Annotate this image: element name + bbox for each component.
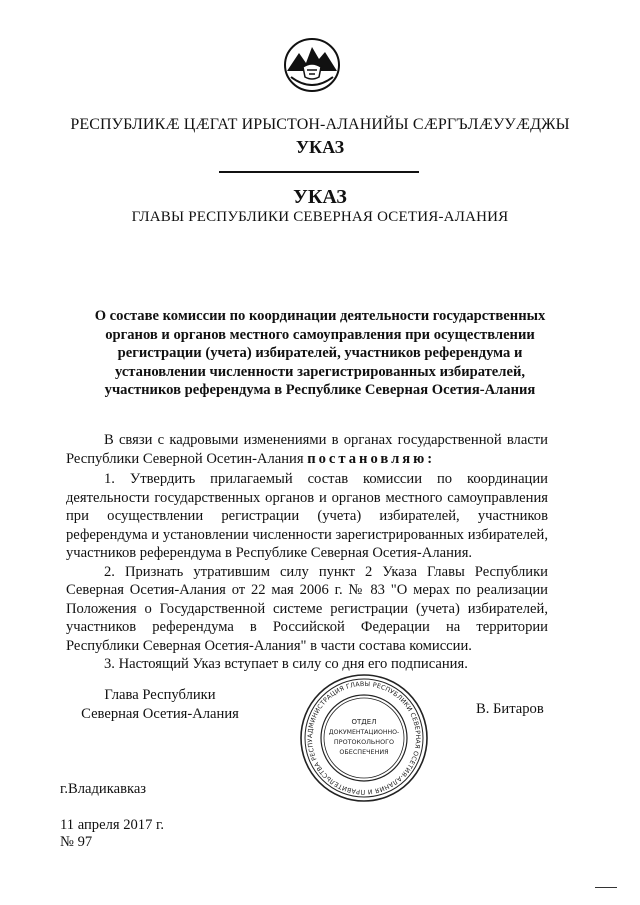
position-line: Северная Осетия-Алания bbox=[81, 705, 239, 722]
title-line: регистрации (учета) избирателей, участников референдума и bbox=[117, 345, 523, 361]
decree-number: № 97 bbox=[60, 834, 93, 850]
decree-issuer-subtitle: ГЛАВЫ РЕСПУБЛИКИ СЕВЕРНАЯ ОСЕТИЯ-АЛАНИЯ bbox=[131, 209, 509, 225]
republic-header-ossetian: РЕСПУБЛИКӔ ЦӔГАТ ИРЫСТОН-АЛАНИЙЫ СӔРГЪЛӔУУӔДЖЫ bbox=[70, 116, 570, 133]
title-line: установлении численности зарегистрированных избирателей, bbox=[114, 363, 526, 380]
title-line: участников референдума в Республике Северная Осетия-Алания bbox=[104, 382, 536, 398]
decree-word: постановляю: bbox=[307, 450, 436, 467]
preamble-text: В связи с кадровыми изменениями в органах государственной власти Республики Северной Осетин-Алания bbox=[66, 432, 548, 467]
paragraph-1: 1. Утвердить прилагаемый состав комиссии по координации деятельности государственных органов и органов местного самоуправления при осуществлении регистрации (учета) избирателей, участников референдума и установлении численности зарегистрированных избирателей, участников референдума в Республике Северная Осетия-Алания. bbox=[66, 471, 548, 561]
decree-title bbox=[60, 307, 580, 400]
official-seal bbox=[298, 672, 430, 804]
seal-ring-text: АДМИНИСТРАЦИЯ ГЛАВЫ РЕСПУБЛИКИ СЕВЕРНАЯ ОСЕТИЯ-АЛАНИЯ И ПРАВИТЕЛЬСТВА РЕСПУ bbox=[306, 680, 422, 796]
page-corner-mark bbox=[595, 887, 617, 888]
title-line: органов и органов местного самоуправления при осуществлении bbox=[105, 326, 535, 343]
decree-date: 11 апреля 2017 г. bbox=[60, 817, 165, 833]
seal-center-line: ОТДЕЛ bbox=[351, 718, 377, 726]
seal-center-line: ПРОТОКОЛЬНОГО bbox=[333, 738, 395, 746]
signatory-position bbox=[70, 686, 250, 723]
seal-center-line: ДОКУМЕНТАЦИОННО- bbox=[328, 729, 400, 736]
paragraph-2: 2. Признать утратившим силу пункт 2 Указа Главы Республики Северная Осетия-Алания от 22 мая 2006 г. № 83 "О мерах по реализации Положения о Государственной системе регистрации (учета) избирателей, участников референдума в Российской Федерации на территории Республики Северная Осетия-Алания" в части состава комиссии. bbox=[66, 563, 548, 654]
coat-of-arms-emblem bbox=[283, 37, 341, 93]
paragraph-3: 3. Настоящий Указ вступает в силу со дня его подписания. bbox=[104, 656, 468, 672]
ukaz-heading: УКАЗ bbox=[293, 186, 347, 208]
ukaz-heading-ossetian: УКАЗ bbox=[295, 137, 345, 157]
place-of-signing: г.Владикавказ bbox=[60, 781, 147, 797]
decree-body bbox=[66, 460, 548, 674]
header-divider bbox=[219, 171, 419, 173]
signatory-name: В. Битаров bbox=[476, 701, 544, 717]
position-line: Глава Республики bbox=[104, 687, 216, 703]
title-line: О составе комиссии по координации деятельности государственных bbox=[94, 308, 546, 324]
seal-center-line: ОБЕСПЕЧЕНИЯ bbox=[339, 748, 389, 756]
